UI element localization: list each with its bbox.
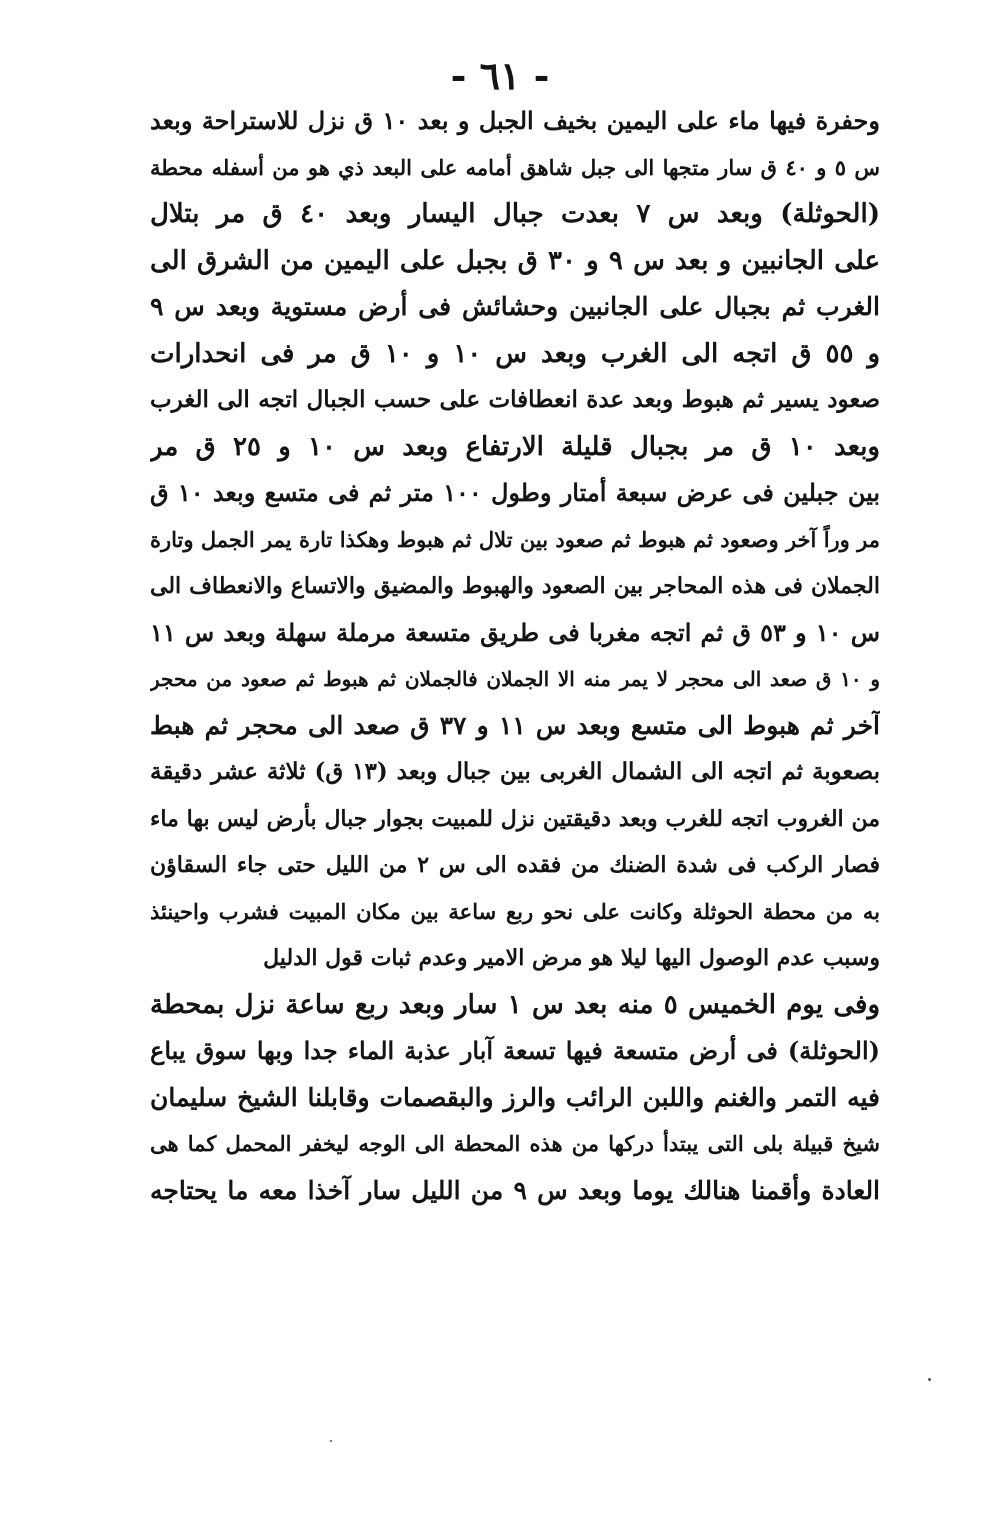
text-line: بصعوبة ثم اتجه الى الشمال الغربى بين جبال وبعد (١٣ ق) ثلاثة عشر دقيقة (150, 758, 880, 785)
text-line: وفى يوم الخميس ٥ منه بعد س ١ سار وبعد ربع ساعة نزل بمحطة (150, 989, 880, 1020)
text-line: بين جبلين فى عرض سبعة أمتار وطول ١٠٠ متر ثم فى متسع وبعد ١٠ ق (150, 478, 880, 507)
text-line: (الحوثلة) فى أرض متسعة فيها تسعة آبار عذبة الماء جدا وبها سوق يباع (150, 1036, 880, 1065)
text-line: العادة وأقمنا هنالك يوما وبعد س ٩ من الليل سار آخذا معه ما يحتاجه (150, 1175, 880, 1205)
text-line: س ١٠ و ٥٣ ق ثم اتجه مغربا فى طريق متسعة مرملة سهلة وبعد س ١١ (150, 617, 880, 647)
text-line: شيخ قبيلة بلى التى يبتدأ دركها من هذه المحطة الى الوجه ليخفر المحمل كما هى (150, 1131, 880, 1156)
ink-speck (928, 1378, 931, 1381)
text-line: و ٥٥ ق اتجه الى الغرب وبعد س ١٠ و ١٠ ق مر فى انحدارات (150, 338, 880, 369)
text-line: به من محطة الحوثلة وكانت على نحو ربع ساعة بين مكان المبيت فشرب واحينئذ (150, 898, 880, 924)
body-text (150, 98, 880, 1214)
ink-speck (330, 1440, 332, 1442)
text-line: فصار الركب فى شدة الضنك من فقده الى س ٢ من الليل حتى جاء السقاؤن (150, 852, 880, 878)
text-line: (الحوثلة) وبعد س ٧ بعدت جبال اليسار وبعد ٤٠ ق مر بتلال (150, 199, 880, 229)
text-line: فيه التمر والغنم واللبن الرائب والرز والبقصمات وقابلنا الشيخ سليمان (150, 1082, 880, 1112)
text-line: الغرب ثم بجبال على الجانبين وحشائش فى أرض مستوية وبعد س ٩ (150, 292, 880, 321)
text-line: مر وراً آخر وصعود ثم هبوط ثم صعود بين تلال ثم هبوط وهكذا تارة يمر الجمل وتارة (150, 526, 880, 552)
text-line: وحفرة فيها ماء على اليمين بخيف الجبل و بعد ١٠ ق نزل للاستراحة وبعد (150, 106, 880, 135)
text-line: على الجانبين و بعد س ٩ و ٣٠ ق بجبل على اليمين من الشرق الى (150, 245, 880, 276)
text-line: س ٥ و ٤٠ ق سار متجها الى جبل شاهق أمامه على البعد ذي هو من أسفله محطة (150, 154, 880, 180)
text-line: الجملان فى هذه المحاجر بين الصعود والهبوط والمضيق والاتساع والانعطاف الى (150, 573, 880, 599)
text-line: من الغروب اتجه للغرب وبعد دقيقتين نزل للمبيت بجوار جبال بأرض ليس بها ماء (150, 805, 880, 832)
text-line: صعود يسير ثم هبوط وبعد عدة انعطافات على حسب الجبال اتجه الى الغرب (150, 386, 880, 413)
text-line: وبعد ١٠ ق مر بجبال قليلة الارتفاع وبعد س ١٠ و ٢٥ ق مر (150, 431, 880, 462)
text-line: و ١٠ ق صعد الى محجر لا يمر منه الا الجملان فالجملان ثم هبوط ثم صعود من محجر (150, 667, 880, 691)
text-line: وسبب عدم الوصول اليها ليلا هو مرض الامير وعدم ثبات قول الدليل (263, 945, 880, 971)
text-line: آخر ثم هبوط الى متسع وبعد س ١١ و ٣٧ ق صعد الى محجر ثم هبط (150, 710, 880, 740)
page-number: - ٦١ - (450, 53, 550, 98)
